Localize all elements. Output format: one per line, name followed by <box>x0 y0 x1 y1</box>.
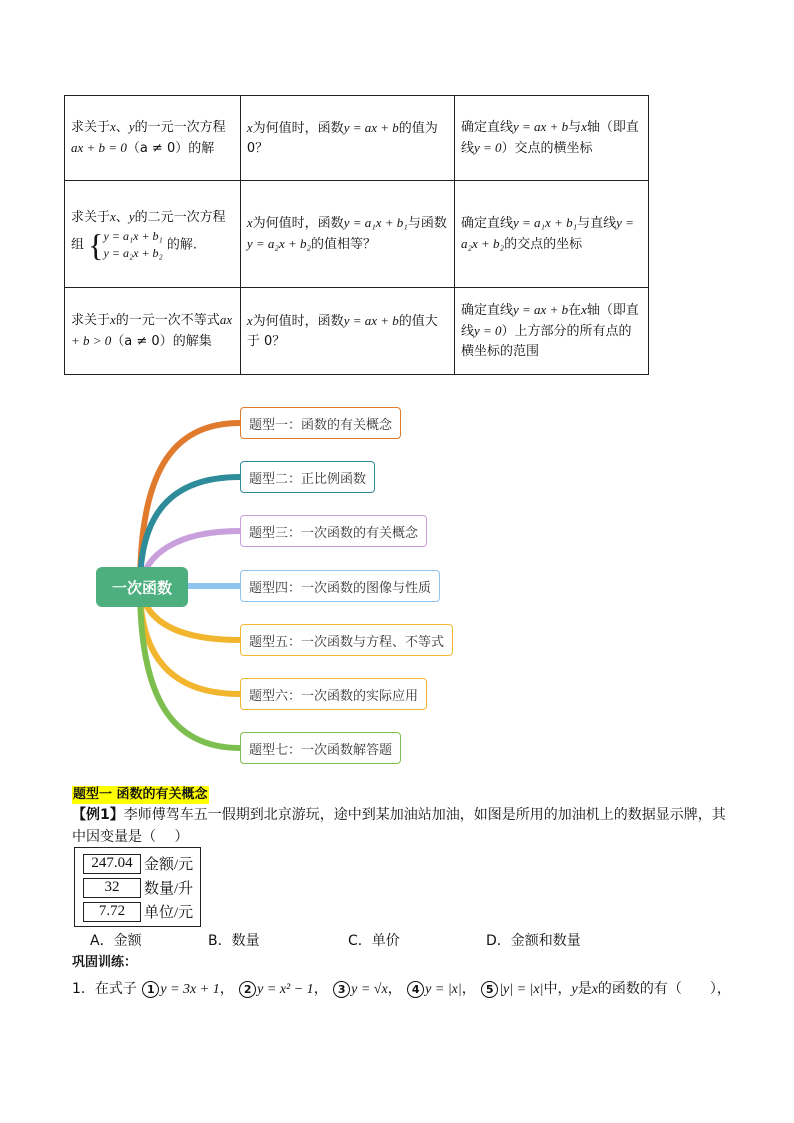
pump-label: 单位/元 <box>144 905 194 921</box>
circled-number-1: 1 <box>142 981 159 998</box>
table-cell: 确定直线y = ax + b与x轴（即直线y = 0）交点的横坐标 <box>454 96 648 181</box>
table-cell: 求关于x、y的二元一次方程组 { y = a₁x + b₁ y = a₂x + b₂ 的解. <box>65 181 241 288</box>
pump-label: 金额/元 <box>144 857 194 873</box>
branch-line-7 <box>140 587 240 748</box>
mindmap-node-7: 题型七：一次函数解答题 <box>240 732 401 764</box>
pump-row-quantity <box>83 877 193 898</box>
mindmap-node-2: 题型二：正比例函数 <box>240 461 375 493</box>
consolidation-heading: 巩固训练： <box>72 955 138 970</box>
table-cell: 求关于x的一元一次不等式ax + b > 0（a ≠ 0）的解集 <box>65 288 241 375</box>
example-tag: 【例1】 <box>72 807 124 823</box>
mindmap-node-1: 题型一：函数的有关概念 <box>240 407 401 439</box>
equation-system: { y = a₁x + b₁ y = a₂x + b₂ <box>88 226 163 263</box>
table-row <box>65 288 649 375</box>
example-question <box>72 804 732 848</box>
pump-label: 数量/升 <box>144 881 194 897</box>
pump-value: 247.04 <box>83 854 141 874</box>
mindmap-node-3: 题型三：一次函数的有关概念 <box>240 515 427 547</box>
pump-value: 32 <box>83 878 141 898</box>
example-text: 李师傅驾车五一假期到北京游玩，途中到某加油站加油，如图是所用的加油机上的数据显示牌，其中因变量是（ ） <box>72 807 726 845</box>
circled-number-3: 3 <box>333 981 350 998</box>
mindmap-node-6: 题型六：一次函数的实际应用 <box>240 678 427 710</box>
mindmap-node-5: 题型五：一次函数与方程、不等式 <box>240 624 453 656</box>
mindmap-node-4: 题型四：一次函数的图像与性质 <box>240 570 440 602</box>
table-cell: 确定直线y = ax + b在x轴（即直线y = 0）上方部分的所有点的横坐标的范围 <box>454 288 648 375</box>
pump-row-unit-price <box>83 901 193 922</box>
table-cell: 确定直线y = a₁x + b₁与直线y = a₂x + b₂的交点的坐标 <box>454 181 648 288</box>
option-d[interactable]: D．金额和数量 <box>486 933 581 949</box>
table-cell: 求关于x、y的一元一次方程ax + b = 0（a ≠ 0）的解 <box>65 96 241 181</box>
branch-line-1 <box>140 423 240 587</box>
table-row <box>65 181 649 288</box>
circled-number-5: 5 <box>481 981 498 998</box>
option-b[interactable]: B．数量 <box>208 933 260 949</box>
option-a[interactable]: A．金额 <box>90 933 142 949</box>
mindmap-center-node: 一次函数 <box>96 567 188 607</box>
pump-row-amount <box>83 853 193 874</box>
table-cell: x为何值时，函数y = ax + b的值为 0？ <box>240 96 454 181</box>
circled-number-2: 2 <box>239 981 256 998</box>
table-row <box>65 96 649 181</box>
table-cell: x为何值时，函数y = a₁x + b₁与函数y = a₂x + b₂的值相等？ <box>240 181 454 288</box>
equation-function-table <box>64 95 649 375</box>
pump-value: 7.72 <box>83 902 141 922</box>
fuel-pump-display <box>74 847 201 927</box>
table-cell: x为何值时，函数y = ax + b的值大于 0？ <box>240 288 454 375</box>
circled-number-4: 4 <box>407 981 424 998</box>
option-c[interactable]: C．单价 <box>348 933 400 949</box>
practice-question-1: 1．在式子 1 y = 3x + 1， 2 y = x² − 1， 3 y = √x， 4 y = |x|， 5 |y| = |x|中，y是x的函数的有（ ）， <box>72 981 731 997</box>
section-title: 题型一 函数的有关概念 <box>73 787 208 802</box>
